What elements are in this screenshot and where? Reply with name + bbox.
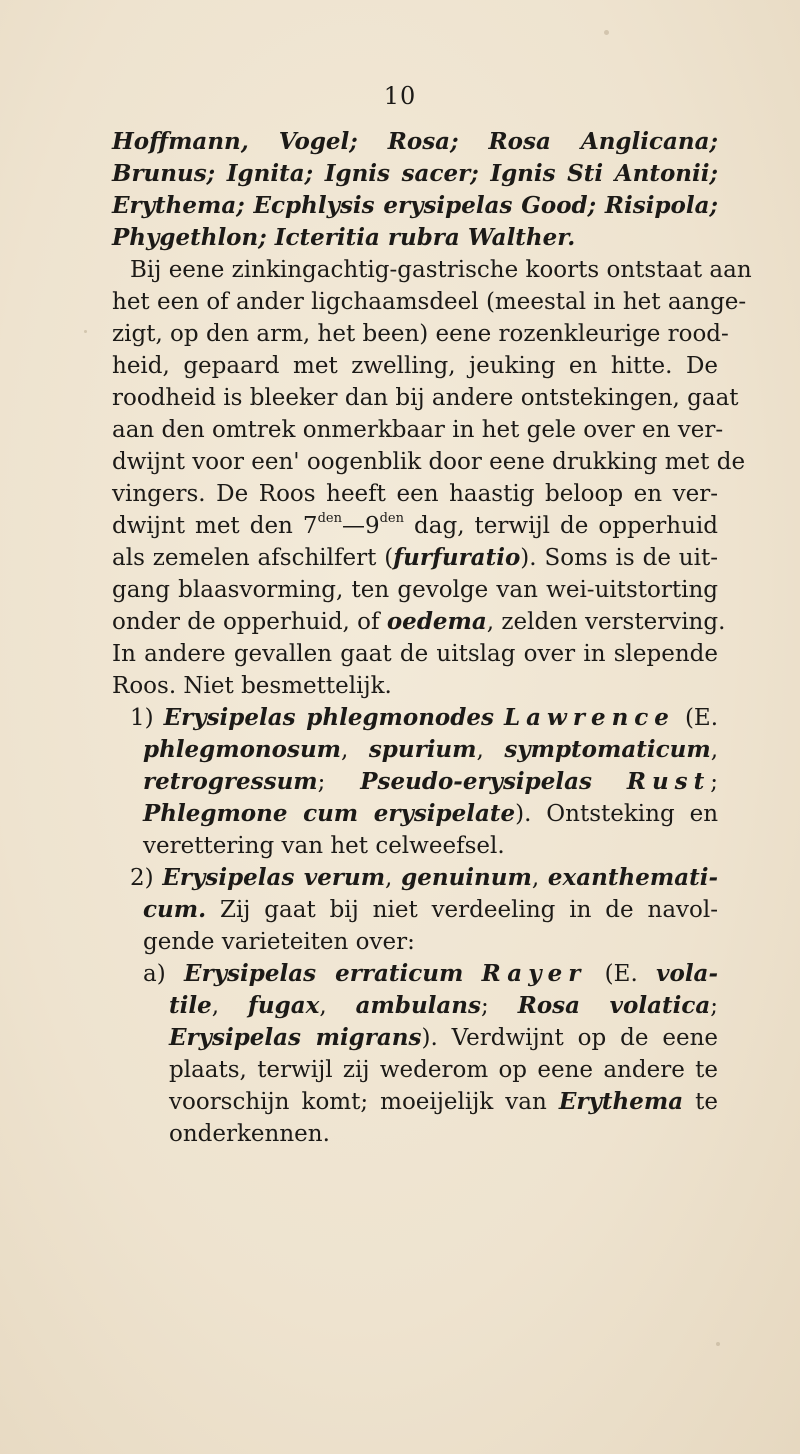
text-line: In andere gevallen gaat de uitslag over in slepende [112, 641, 718, 667]
text-line: Erysipelas migrans). Verdwijnt op de eene [169, 1024, 719, 1051]
text-line: Bij eene zinkingachtig-gastrische koorts ontstaat aan [130, 257, 752, 283]
text-line: onderkennen. [169, 1121, 330, 1147]
page-number: 10 [383, 82, 417, 110]
text-line: Roos. Niet besmettelijk. [112, 673, 392, 699]
text-line: dwijnt voor een' oogenblik door eene drukking met de [112, 449, 746, 475]
text-line: heid, gepaard met zwelling, jeuking en hitte. De [112, 353, 718, 379]
text-line: Brunus; Ignita; Ignis sacer; Ignis Sti Antonii; [112, 160, 718, 187]
text-line: roodheid is bleeker dan bij andere ontstekingen, gaat [112, 385, 739, 411]
text-line: het een of ander ligchaamsdeel (meestal in het aange- [112, 289, 747, 315]
text-line: voorschijn komt; moeijelijk van Erythema te [169, 1088, 718, 1115]
text-line: dwijnt met den $7^{den}—9^{den}$ dag, terwijl de opperhuid [112, 511, 718, 539]
text-line: Phygethlon; Icteritia rubra Walther. [112, 224, 576, 251]
text-line: gende varieteiten over: [143, 929, 415, 955]
text-line: cum. Zij gaat bij niet verdeeling in de navol- [143, 896, 718, 923]
text-line: als zemelen afschilfert (furfuratio). Soms is de uit- [112, 544, 718, 571]
paper-speck [716, 1342, 720, 1346]
text-line: gang blaasvorming, ten gevolge van wei-uitstorting [112, 577, 718, 603]
text-line: retrogressum; Pseudo-erysipelas Rust; [143, 768, 719, 795]
text-line: tile, fugax, ambulans; Rosa volatica; [169, 992, 719, 1019]
text-line: 1) Erysipelas phlegmonodes Lawrence (E. [130, 704, 719, 731]
text-line: zigt, op den arm, het been) eene rozenkleurige rood- [112, 321, 729, 347]
text-line: Hoffmann, Vogel; Rosa; Rosa Anglicana; [112, 128, 718, 155]
paper-speck [604, 30, 609, 35]
text-line: a) Erysipelas erraticum Rayer (E. vola- [143, 960, 719, 987]
text-line: plaats, terwijl zij wederom op eene andere te [169, 1057, 718, 1083]
text-line: verettering van het celweefsel. [143, 833, 505, 859]
text-line: Phlegmone cum erysipelate). Ontsteking en [143, 800, 719, 827]
text-line: aan den omtrek onmerkbaar in het gele over en ver- [112, 417, 724, 443]
text-line: 2) Erysipelas verum, genuinum, exanthemati- [130, 864, 719, 891]
text-line: Erythema; Ecphlysis erysipelas Good; Risipola; [112, 192, 718, 219]
text-line: vingers. De Roos heeft een haastig beloop en ver- [112, 481, 718, 507]
paper-speck [84, 330, 87, 333]
text-line: onder de opperhuid, of oedema, zelden versterving. [112, 608, 726, 635]
text-line: phlegmonosum, spurium, symptomaticum, [143, 736, 718, 763]
